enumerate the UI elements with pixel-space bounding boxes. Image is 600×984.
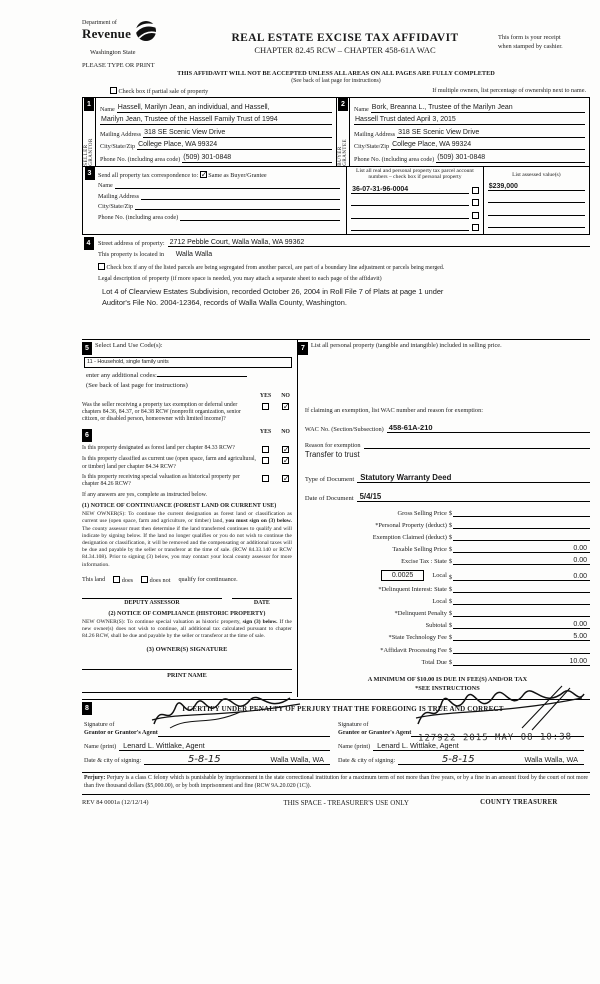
section-2-number: 2 (338, 98, 348, 111)
form-title: REAL ESTATE EXCISE TAX AFFIDAVIT (231, 32, 459, 44)
current-use-no-checkbox-checked[interactable] (282, 457, 289, 464)
state-technology-fee-input[interactable]: 5.00 (453, 633, 590, 641)
assessed-value-input[interactable]: $239,000 (488, 183, 585, 191)
exemption-claimed-input[interactable] (453, 533, 590, 541)
dor-logo-icon (133, 20, 159, 49)
doc-type-input[interactable]: Statutory Warranty Deed (357, 473, 590, 483)
does-label: does (121, 576, 134, 584)
parcel-number-input-3[interactable] (351, 211, 469, 219)
notice-compliance-title: (2) NOTICE OF COMPLIANCE (HISTORIC PROPERTY) (108, 610, 266, 617)
section-5-number: 5 (82, 342, 92, 355)
segregated-label: Check box if any of the listed parcels are being segregated from another parcel, are part of a boundary line adjustment or parcels being merged. (106, 265, 445, 272)
buyer-name-input[interactable]: Bork, Breanna L., Trustee of the Marilyn Jean (371, 104, 585, 113)
parcel-personal-checkbox-1[interactable] (472, 187, 479, 194)
delinquent-penalty-input[interactable] (453, 609, 590, 617)
affidavit-processing-fee-label: *Affidavit Processing Fee (380, 646, 447, 654)
exemption-note: If claiming an exemption, list WAC number and reason for exemption: (304, 406, 483, 414)
taxable-selling-price-label: Taxable Selling Price (392, 546, 447, 554)
seller-phone-input[interactable]: (509) 301-0848 (182, 154, 332, 163)
delinquent-interest-local-input[interactable] (453, 597, 590, 605)
form-subtitle: CHAPTER 82.45 RCW – CHAPTER 458-61A WAC (254, 45, 436, 55)
corr-address-label: Mailing Address (98, 192, 140, 200)
multiple-owners-note: If multiple owners, list percentage of ownership next to name. (432, 87, 586, 94)
receipt-note-line2: when stamped by cashier. (498, 42, 563, 50)
doc-date-input[interactable]: 5/4/15 (357, 492, 590, 502)
grantor-sig-label2: Grantor or Grantor's Agent (84, 729, 158, 737)
owner-signature-line[interactable] (82, 669, 292, 670)
agency-state: Washington State (90, 49, 136, 56)
grantee-name-input[interactable]: Lenard L. Wittlake, Agent (373, 741, 584, 751)
delinquent-penalty-label: *Delinquent Penalty (394, 610, 447, 618)
legal-description-label: Legal description of property (if more space is needed, you may attach a separate sheet to each page of the affidavit) (98, 276, 382, 283)
subtotal-input[interactable]: 0.00 (453, 621, 590, 629)
notice-compliance-body: NEW OWNER(S): To continue special valuation as historic property, sign (3) below. If the new owner(s) does not wish to continue, all additional tax calculated pursuant to chapter 84.26 RCW, shall be due and payable by the seller or transferor at the time of sale. (82, 618, 292, 640)
located-in-label: This property is located in (98, 251, 165, 259)
assessed-value-input-4[interactable] (488, 220, 585, 228)
additional-codes-label: enter any additional codes: (86, 371, 157, 379)
grantor-signature-block (82, 717, 336, 765)
excise-tax-state-input[interactable]: 0.00 (453, 557, 590, 565)
buyer-phone-input[interactable]: (509) 301-0848 (436, 154, 585, 163)
form-header (82, 20, 590, 69)
certification-statement: I CERTIFY UNDER PENALTY OF PERJURY THAT THE FOREGOING IS TRUE AND CORRECT (182, 704, 504, 713)
grantor-date-input[interactable]: 5-8-15 (144, 755, 264, 765)
agency-dept: Department of (82, 20, 117, 26)
seller-address-input[interactable]: 318 SE Scenic View Drive (143, 129, 332, 138)
additional-codes-input[interactable] (157, 376, 247, 377)
sale-column (298, 340, 590, 698)
tax-calculation: Gross Selling Price $ *Personal Property (deduct) $ Exemption Claimed (deduct) $ Taxable Selling Price $ 0.00 Excise Tax : State $ 0.00 0.0025 Local $ 0.00 *Delinquent Interest: State $ Local $ *Delinquent Penalty $ Subtotal $ 0.00 *State Technology Fee $ 5.00 *Affidavit Processing Fee $ Total Due $ 10.00 (305, 509, 590, 666)
same-as-buyer-checkbox-checked[interactable] (200, 171, 207, 178)
local-rate-box: 0.0025 (381, 570, 424, 581)
corr-name-label: Name (98, 182, 113, 190)
grantor-signature-line[interactable] (158, 728, 330, 737)
receipt-note-line1: This form is your receipt (498, 34, 561, 41)
parcel-number-input[interactable]: 36-07-31-96-0004 (351, 186, 469, 194)
historic-no-checkbox-checked[interactable] (282, 475, 289, 482)
personal-property-deduct-label: *Personal Property (deduct) (375, 521, 447, 529)
segregated-checkbox[interactable] (98, 263, 105, 270)
located-in-input[interactable]: Walla Walla (175, 251, 213, 259)
print-name-line[interactable] (82, 692, 292, 693)
grantee-sig-label1: Signature of (338, 721, 369, 729)
historic-yes-checkbox[interactable] (262, 475, 269, 482)
see-instructions-note: *SEE INSTRUCTIONS (415, 684, 480, 692)
corr-city-label: City/State/Zip (98, 203, 134, 211)
grantee-date-input[interactable]: 5-8-15 (398, 755, 518, 765)
reason-input[interactable] (364, 448, 591, 449)
seller-city-label: City/State/Zip (100, 143, 136, 151)
parcel-personal-checkbox-3[interactable] (472, 212, 479, 219)
corr-phone-input[interactable] (180, 220, 340, 221)
buyer-section (336, 98, 589, 166)
buyer-name-input-line2[interactable]: Hassell Trust dated April 3, 2015 (354, 116, 585, 125)
excise-tax-local-label: Local (432, 571, 447, 579)
buyer-side-label: BUYER (337, 146, 343, 166)
assessed-values-header: List assessed value(s) (512, 171, 561, 178)
perjury-notice: Perjury: Perjury is a class C felony which is punishable by imprisonment in the state correctional institution for a maximum term of not more than five years, or by a fine in an amount fixed by the court of not more than five thousand dollars ($5,000.00), or by both imprisonment and fine (RCW 9A.20.020 (1C)). (82, 772, 590, 795)
section-6-number: 6 (82, 429, 92, 442)
notice-continuance-body: NEW OWNER(S): To continue the current designation as forest land or classification as current use (open space, farm and agriculture, or timber) land, you must sign on (3) below. The county assessor must then determine if the land transferred continues to qualify and will indicate by signing below. If the land no longer qualifies or you do not wish to continue the designation or classification, it will be removed and the compensating or additional taxes will be due and payable by the seller or transferor at the time of sale. (RCW 84.33.140 or RCW 84.34.108). Prior to signing (3) below, you may contact your local county assessor for more information. (82, 511, 292, 568)
legal-description-text[interactable]: Lot 4 of Clearview Estates Subdivision, recorded October 26, 2004 in Roll File 7 of Plats at page 1 under Auditor's File No. 2004-12364, records of Walla Walla County, Washington. (102, 287, 444, 307)
doc-date-label: Date of Document (304, 494, 354, 502)
grantor-name-input[interactable]: Lenard L. Wittlake, Agent (119, 741, 330, 751)
parcel-personal-checkbox-2[interactable] (472, 199, 479, 206)
partial-sale-label: Check box if partial sale of property (118, 88, 209, 95)
grantor-sig-label1: Signature of (84, 721, 115, 729)
state-technology-fee-label: *State Technology Fee (388, 634, 447, 642)
rev-number: REV 84 0001a (12/12/14) (82, 798, 149, 806)
exemption-no-checkbox-checked[interactable] (282, 403, 289, 410)
no-header-2: NO (281, 429, 290, 436)
minimum-fee-note: A MINIMUM OF $10.00 IS DUE IN FEE(S) AND/OR TAX (367, 675, 528, 683)
form-footer (82, 799, 590, 807)
corr-address-input[interactable] (141, 199, 340, 200)
seller-section (83, 98, 336, 166)
land-use-column (82, 340, 298, 698)
street-address-input[interactable]: 2712 Pebble Court, Walla Walla, WA 99362 (168, 239, 590, 247)
grantee-sig-label2: Grantee or Grantee's Agent (338, 729, 412, 737)
buyer-address-input[interactable]: 318 SE Scenic View Drive (397, 129, 585, 138)
grantor-side-label: GRANTOR (89, 138, 94, 166)
grantee-name-label: Name (print) (338, 743, 371, 751)
historic-question: Is this property receiving special valuation as historical property per chapter 84.26 RCW? (82, 473, 240, 488)
seller-city-input[interactable]: College Place, WA 99324 (137, 141, 332, 150)
buyer-city-input[interactable]: College Place, WA 99324 (391, 141, 585, 150)
land-does-checkbox[interactable] (113, 576, 120, 583)
grantor-date-label: Date & city of signing: (84, 757, 142, 765)
qualify-suffix: qualify for continuance. (178, 576, 238, 584)
parcel-number-input-2[interactable] (351, 198, 469, 206)
grantee-side-label: GRANTEE (343, 138, 348, 166)
forest-yes-checkbox[interactable] (262, 446, 269, 453)
treasurer-date-stamp: 127922 2015 MAY 08 10:38 (417, 732, 573, 744)
buyer-phone-label: Phone No. (including area code) (354, 155, 435, 163)
delinquent-interest-local-label: Local (432, 597, 447, 605)
buyer-name-label: Name (354, 105, 369, 113)
seller-name-label: Name (100, 105, 115, 113)
personal-property-label: List all personal property (tangible and intangible) included in selling price. (310, 341, 502, 349)
partial-sale-checkbox[interactable] (110, 87, 117, 94)
section-8-number: 8 (82, 702, 92, 715)
if-yes-note: If any answers are yes, complete as instructed below. (82, 492, 207, 499)
qualify-prefix: This land (82, 576, 106, 584)
exemption-claimed-label: Exemption Claimed (deduct) (372, 533, 447, 541)
street-address-label: Street address of property: (98, 240, 165, 248)
assessed-value-input-2[interactable] (488, 195, 585, 203)
corr-name-input[interactable] (115, 188, 340, 189)
affidavit-processing-fee-input[interactable] (453, 646, 590, 654)
current-use-question: Is this property classified as current use (open space, farm and agricultural, or timber) land per chapter 84.34 RCW? (82, 456, 257, 470)
send-correspondence-label: Send all property tax correspondence to: (98, 171, 199, 179)
agency-name: Revenue (82, 26, 132, 41)
parcel-number-input-4[interactable] (351, 223, 469, 231)
buyer-city-label: City/State/Zip (354, 143, 390, 151)
land-use-label: Select Land Use Code(s): (95, 341, 163, 349)
current-use-yes-checkbox[interactable] (262, 457, 269, 464)
see-back-note: (See back of last page for instructions) (291, 78, 381, 84)
yes-header: YES (259, 392, 272, 399)
yes-header-2: YES (259, 429, 272, 436)
seller-name-input[interactable]: Hassell, Marilyn Jean, an individual, and Hassell, (117, 104, 332, 113)
parcel-numbers-header: List all real and personal property tax parcel account numbers – check box if personal property (356, 167, 474, 181)
no-header: NO (281, 392, 290, 399)
seller-side-label: SELLER (83, 144, 89, 166)
wac-label: WAC No. (Section/Subsection) (304, 425, 384, 433)
treasurer-space-label: THIS SPACE - TREASURER'S USE ONLY (283, 798, 409, 807)
land-use-code-input[interactable]: 11 - Household, single family units (84, 357, 292, 368)
county-treasurer-label: COUNTY TREASURER (480, 798, 558, 806)
land-does-not-checkbox[interactable] (141, 576, 148, 583)
delinquent-interest-state-label: *Delinquent Interest: State (378, 585, 447, 593)
gross-selling-price-label: Gross Selling Price (397, 509, 447, 517)
deputy-assessor-label: DEPUTY ASSESSOR (82, 598, 222, 606)
exemption-question: Was the seller receiving a property tax exemption or deferral under chapters 84.36, 84.37, or 84.38 RCW (nonprofit organization, senior citizen, or disabled person, homeowner with limited income)? (82, 401, 241, 423)
exemption-yes-checkbox[interactable] (262, 403, 269, 410)
seller-phone-label: Phone No. (including area code) (100, 155, 181, 163)
buyer-address-label: Mailing Address (354, 130, 396, 138)
grantee-date-label: Date & city of signing: (338, 757, 396, 765)
reason-value: Transfer to trust (304, 449, 360, 459)
notice-continuance-title: (1) NOTICE OF CONTINUANCE (FOREST LAND OR CURRENT USE) (82, 503, 277, 510)
see-back-instructions: (See back of last page for instructions) (86, 381, 188, 389)
correspondence-section (83, 167, 589, 234)
excise-tax-local-input[interactable]: 0.00 (453, 573, 590, 581)
grantor-name-label: Name (print) (84, 743, 117, 751)
owners-signature-label: (3) OWNER(S) SIGNATURE (146, 646, 228, 654)
forest-land-question: Is this property designated as forest land per chapter 84.33 RCW? (82, 445, 235, 452)
section-1-number: 1 (84, 98, 94, 111)
doc-type-label: Type of Document (304, 475, 355, 483)
total-due-input[interactable]: 10.00 (453, 658, 590, 666)
wac-number-input[interactable]: 458-61A-210 (387, 423, 590, 433)
please-type-label: PLEASE TYPE OR PRINT (82, 62, 155, 69)
date-label: DATE (232, 598, 292, 606)
corr-city-input[interactable] (135, 209, 340, 210)
gross-selling-price-input[interactable] (453, 509, 590, 517)
parcel-personal-checkbox-4[interactable] (472, 224, 479, 231)
subtotal-label: Subtotal (425, 622, 447, 630)
section-4-number: 4 (84, 237, 94, 250)
grantor-city-input[interactable]: Walla Walla, WA (264, 755, 330, 765)
grantee-city-input[interactable]: Walla Walla, WA (518, 755, 584, 765)
form-warning: THIS AFFIDAVIT WILL NOT BE ACCEPTED UNLESS ALL AREAS ON ALL PAGES ARE FULLY COMPLETED (177, 70, 495, 77)
seller-address-label: Mailing Address (100, 130, 142, 138)
does-not-label: does not (149, 576, 171, 584)
reason-label: Reason for exemption (304, 441, 361, 449)
print-name-label: PRINT NAME (167, 672, 207, 680)
assessed-value-input-3[interactable] (488, 208, 585, 216)
excise-tax-state-label: Excise Tax : State (401, 558, 447, 566)
section-3-number: 3 (85, 167, 95, 180)
section-7-number: 7 (298, 342, 308, 355)
same-as-buyer-label: Same as Buyer/Grantee (208, 171, 267, 179)
delinquent-interest-state-input[interactable] (453, 585, 590, 593)
property-section (82, 237, 590, 308)
forest-no-checkbox-checked[interactable] (282, 446, 289, 453)
personal-property-deduct-input[interactable] (453, 521, 590, 529)
corr-phone-label: Phone No. (including area code) (98, 213, 179, 221)
total-due-label: Total Due (421, 658, 447, 666)
taxable-selling-price-input[interactable]: 0.00 (453, 545, 590, 553)
seller-name-input-line2[interactable]: Marilyn Jean, Trustee of the Hassell Family Trust of 1994 (100, 116, 332, 125)
